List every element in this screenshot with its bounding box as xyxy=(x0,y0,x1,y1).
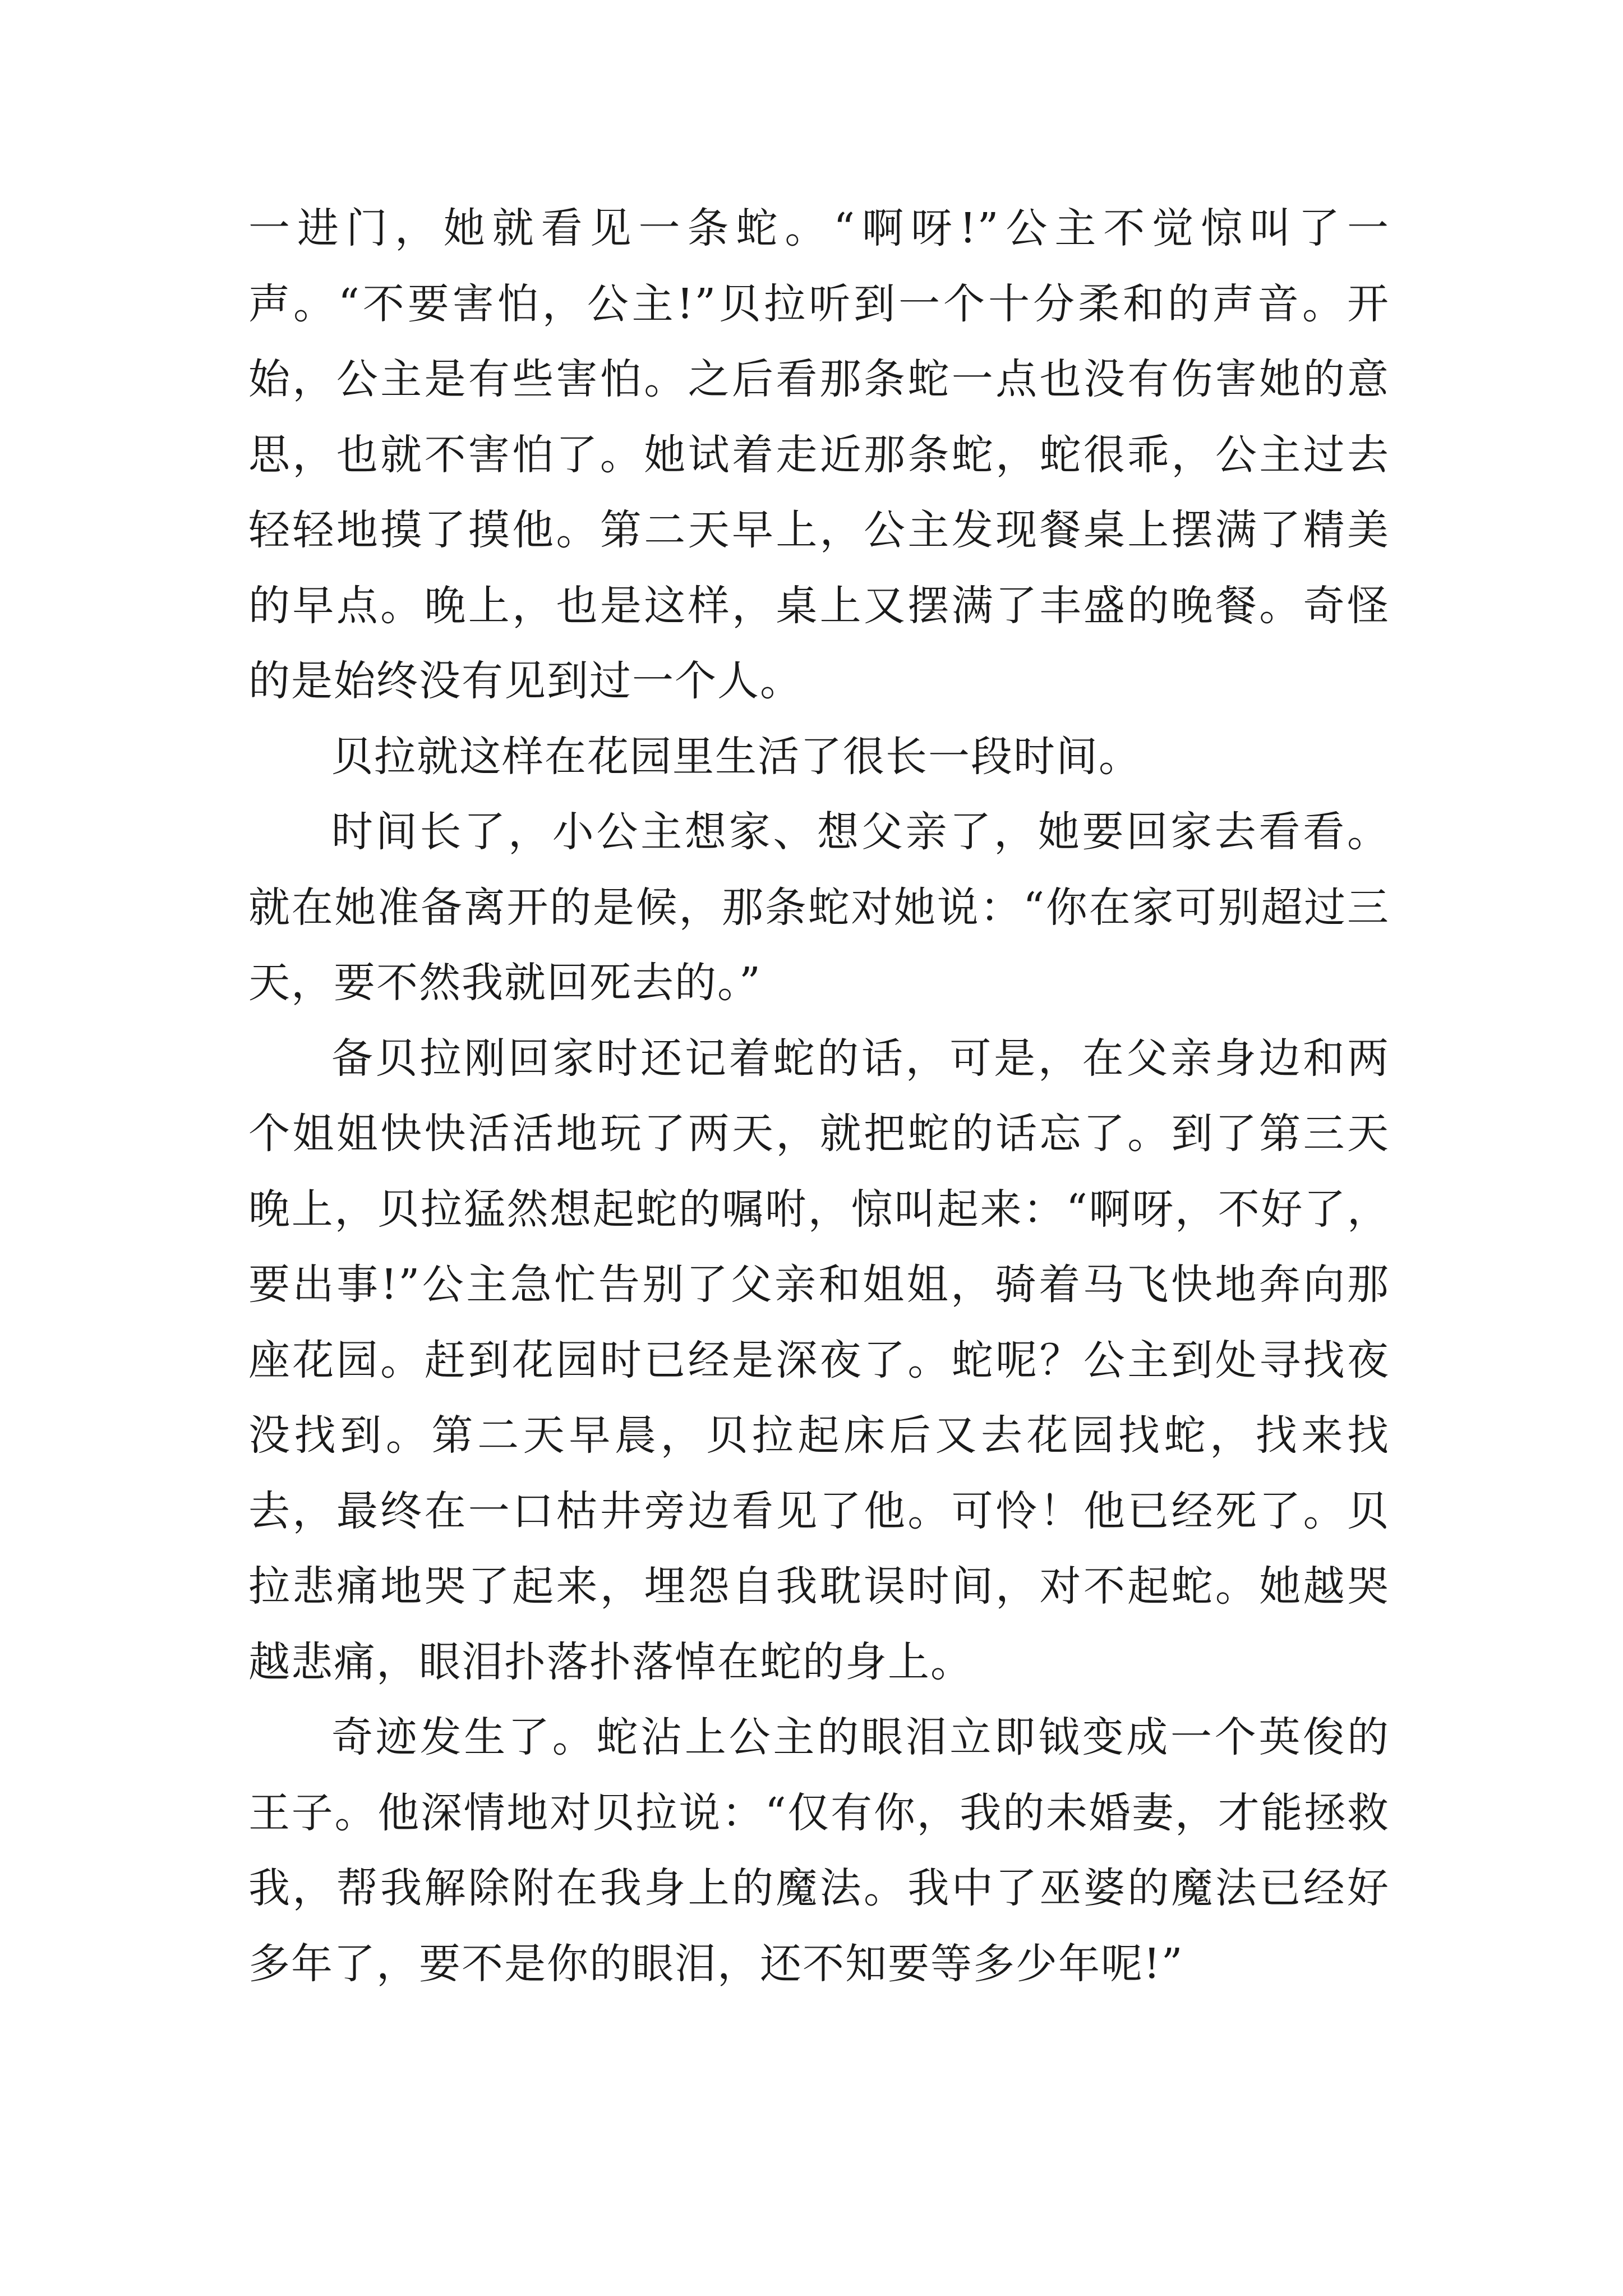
paragraph-5: 奇迹发生了。蛇沾上公主的眼泪立即钺变成一个英俊的王子。他深情地对贝拉说：“仅有你，我的未婚妻，才能拯救我，帮我解除附在我身上的魔法。我中了巫婆的魔法已经好多年了，要不是你的眼泪，还不知要等多少年呢!” xyxy=(248,1713,1390,1988)
paragraph-2: 贝拉就这样在花园里生活了很长一段时间。 xyxy=(331,732,1141,781)
story-body xyxy=(248,191,1390,2001)
paragraph-1: 一进门，她就看见一条蛇。“啊呀!”公主不觉惊叫了一声。“不要害怕，公主!”贝拉听到一个十分柔和的声音。开始，公主是有些害怕。之后看那条蛇一点也没有伤害她的意思，也就不害怕了。她试着走近那条蛇，蛇很乖，公主过去轻轻地摸了摸他。第二天早上，公主发现餐桌上摆满了精美的早点。晚上，也是这样，桌上又摆满了丰盛的晚餐。奇怪的是始终没有见到过一个人。 xyxy=(248,204,1390,705)
paragraph-3: 时间长了，小公主想家、想父亲了，她要回家去看看。就在她准备离开的是候，那条蛇对她说：“你在家可别超过三天，要不然我就回死去的。” xyxy=(248,808,1390,1007)
paragraph-4: 备贝拉刚回家时还记着蛇的话，可是，在父亲身边和两个姐姐快快活活地玩了两天，就把蛇的话忘了。到了第三天晚上，贝拉猛然想起蛇的嘱咐，惊叫起来：“啊呀，不好了，要出事!”公主急忙告别了父亲和姐姐，骑着马飞快地奔向那座花园。赶到花园时已经是深夜了。蛇呢？公主到处寻找夜没找到。第二天早晨，贝拉起床后又去花园找蛇，找来找去，最终在一口枯井旁边看见了他。可怜！他已经死了。贝拉悲痛地哭了起来，埋怨自我耽误时间，对不起蛇。她越哭越悲痛，眼泪扑落扑落悼在蛇的身上。 xyxy=(248,1034,1390,1686)
